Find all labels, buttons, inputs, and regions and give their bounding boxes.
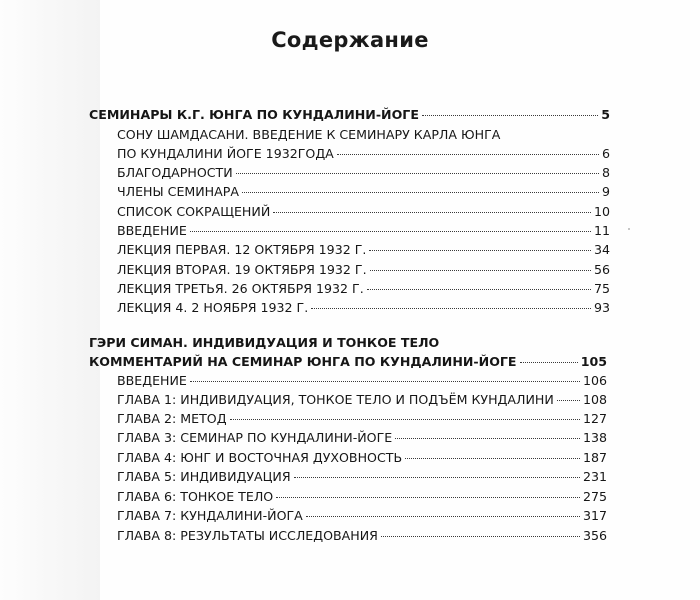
toc-page-number: 108 <box>582 392 607 407</box>
toc-page-number: 93 <box>593 300 610 315</box>
dot-leader <box>367 289 591 290</box>
scan-speck <box>628 228 630 230</box>
toc-entry <box>117 488 607 506</box>
toc-entry-text: ЛЕКЦИЯ ТРЕТЬЯ. 26 ОКТЯБРЯ 1932 Г. <box>117 281 364 296</box>
toc-page-number: 5 <box>601 107 610 122</box>
dot-leader <box>422 115 598 116</box>
toc-entry-text: ЛЕКЦИЯ ВТОРАЯ. 19 ОКТЯБРЯ 1932 Г. <box>117 262 367 277</box>
toc-page-number: 275 <box>582 489 607 504</box>
toc-entry <box>117 299 610 317</box>
toc-entry-text: ВВЕДЕНИЕ <box>117 373 187 388</box>
dot-leader <box>242 192 599 193</box>
toc-page-number: 34 <box>593 242 610 257</box>
toc-entry-text: ГЛАВА 6: ТОНКОЕ ТЕЛО <box>117 489 274 504</box>
toc-entry <box>117 145 610 163</box>
dot-leader <box>273 212 591 213</box>
dot-leader <box>369 250 591 251</box>
toc-page-number: 105 <box>580 354 607 369</box>
dot-leader <box>370 270 591 271</box>
dot-leader <box>190 231 591 232</box>
toc-entry-text: ГЭРИ СИМАН. ИНДИВИДУАЦИЯ И ТОНКОЕ ТЕЛО <box>89 335 440 350</box>
toc-entry-text: ГЛАВА 7: КУНДАЛИНИ-ЙОГА <box>117 508 303 523</box>
toc-page-number: 356 <box>582 528 607 543</box>
toc-entry-text: ГЛАВА 2: МЕТОД <box>117 411 227 426</box>
dot-leader <box>276 497 580 498</box>
toc-entry-text: ВВЕДЕНИЕ <box>117 223 187 238</box>
toc-entry-text: ГЛАВА 5: ИНДИВИДУАЦИЯ <box>117 469 291 484</box>
dot-leader <box>190 381 580 382</box>
toc-entry <box>117 261 610 279</box>
toc-entry <box>117 241 610 259</box>
toc-page-number: 6 <box>601 146 610 161</box>
toc-entry-text: БЛАГОДАРНОСТИ <box>117 165 233 180</box>
dot-leader <box>236 173 599 174</box>
toc-entry-text: ГЛАВА 4: ЮНГ И ВОСТОЧНАЯ ДУХОВНОСТЬ <box>117 450 403 465</box>
toc-page-number: 138 <box>582 430 607 445</box>
toc-page-number: 127 <box>582 411 607 426</box>
dot-leader <box>557 400 580 401</box>
dot-leader <box>294 477 580 478</box>
toc-section-heading-jung-seminars <box>89 106 610 124</box>
toc-page-number: 56 <box>593 262 610 277</box>
toc-entry-text: ГЛАВА 8: РЕЗУЛЬТАТЫ ИССЛЕДОВАНИЯ <box>117 528 378 543</box>
toc-entry-text: ГЛАВА 3: СЕМИНАР ПО КУНДАЛИНИ-ЙОГЕ <box>117 430 393 445</box>
dot-leader <box>381 536 580 537</box>
toc-entry-text: ГЛАВА 1: ИНДИВИДУАЦИЯ, ТОНКОЕ ТЕЛО И ПОДЪЁМ КУНДАЛИНИ <box>117 392 554 407</box>
dot-leader <box>520 362 578 363</box>
toc-section-heading-commentary <box>89 353 607 371</box>
toc-entry <box>117 222 610 240</box>
toc-entry <box>117 126 610 144</box>
toc-entry-text: ЛЕКЦИЯ ПЕРВАЯ. 12 ОКТЯБРЯ 1932 Г. <box>117 242 367 257</box>
toc-entry-text: СЕМИНАРЫ К.Г. ЮНГА ПО КУНДАЛИНИ-ЙОГЕ <box>89 107 419 122</box>
toc-page-number: 317 <box>582 508 607 523</box>
toc-entry <box>117 429 607 447</box>
toc-page-number: 8 <box>601 165 610 180</box>
toc-entry-text: ЛЕКЦИЯ 4. 2 НОЯБРЯ 1932 Г. <box>117 300 309 315</box>
toc-entry <box>117 183 610 201</box>
toc-page-number: 75 <box>593 281 610 296</box>
toc-page-number: 10 <box>593 204 610 219</box>
toc-entry <box>117 280 610 298</box>
toc-entry <box>117 372 607 390</box>
toc-page-number: 187 <box>582 450 607 465</box>
dot-leader <box>306 516 580 517</box>
toc-entry <box>117 507 607 525</box>
toc-entry-text: КОММЕНТАРИЙ НА СЕМИНАР ЮНГА ПО КУНДАЛИНИ-ЙОГЕ <box>89 354 517 369</box>
toc-section-heading-seaman <box>89 334 607 352</box>
toc-entry-text: СПИСОК СОКРАЩЕНИЙ <box>117 204 271 219</box>
page-title: Содержание <box>271 28 429 52</box>
toc-entry <box>117 203 610 221</box>
toc-entry <box>117 391 607 409</box>
toc-page-number: 106 <box>582 373 607 388</box>
toc-entry <box>117 468 607 486</box>
toc-entry-text: ЧЛЕНЫ СЕМИНАРА <box>117 184 239 199</box>
dot-leader <box>337 154 599 155</box>
toc-entry <box>117 164 610 182</box>
toc-entry <box>117 527 607 545</box>
toc-entry <box>117 410 607 428</box>
toc-page-number: 9 <box>601 184 610 199</box>
dot-leader <box>311 308 591 309</box>
dot-leader <box>395 438 580 439</box>
toc-entry-text: ПО КУНДАЛИНИ ЙОГЕ 1932ГОДА <box>117 146 334 161</box>
dot-leader <box>230 419 580 420</box>
toc-page-number: 231 <box>582 469 607 484</box>
toc-page-number: 11 <box>593 223 610 238</box>
toc-entry <box>117 449 607 467</box>
toc-entry-text: СОНУ ШАМДАСАНИ. ВВЕДЕНИЕ К СЕМИНАРУ КАРЛА ЮНГА <box>117 127 501 142</box>
dot-leader <box>405 458 580 459</box>
